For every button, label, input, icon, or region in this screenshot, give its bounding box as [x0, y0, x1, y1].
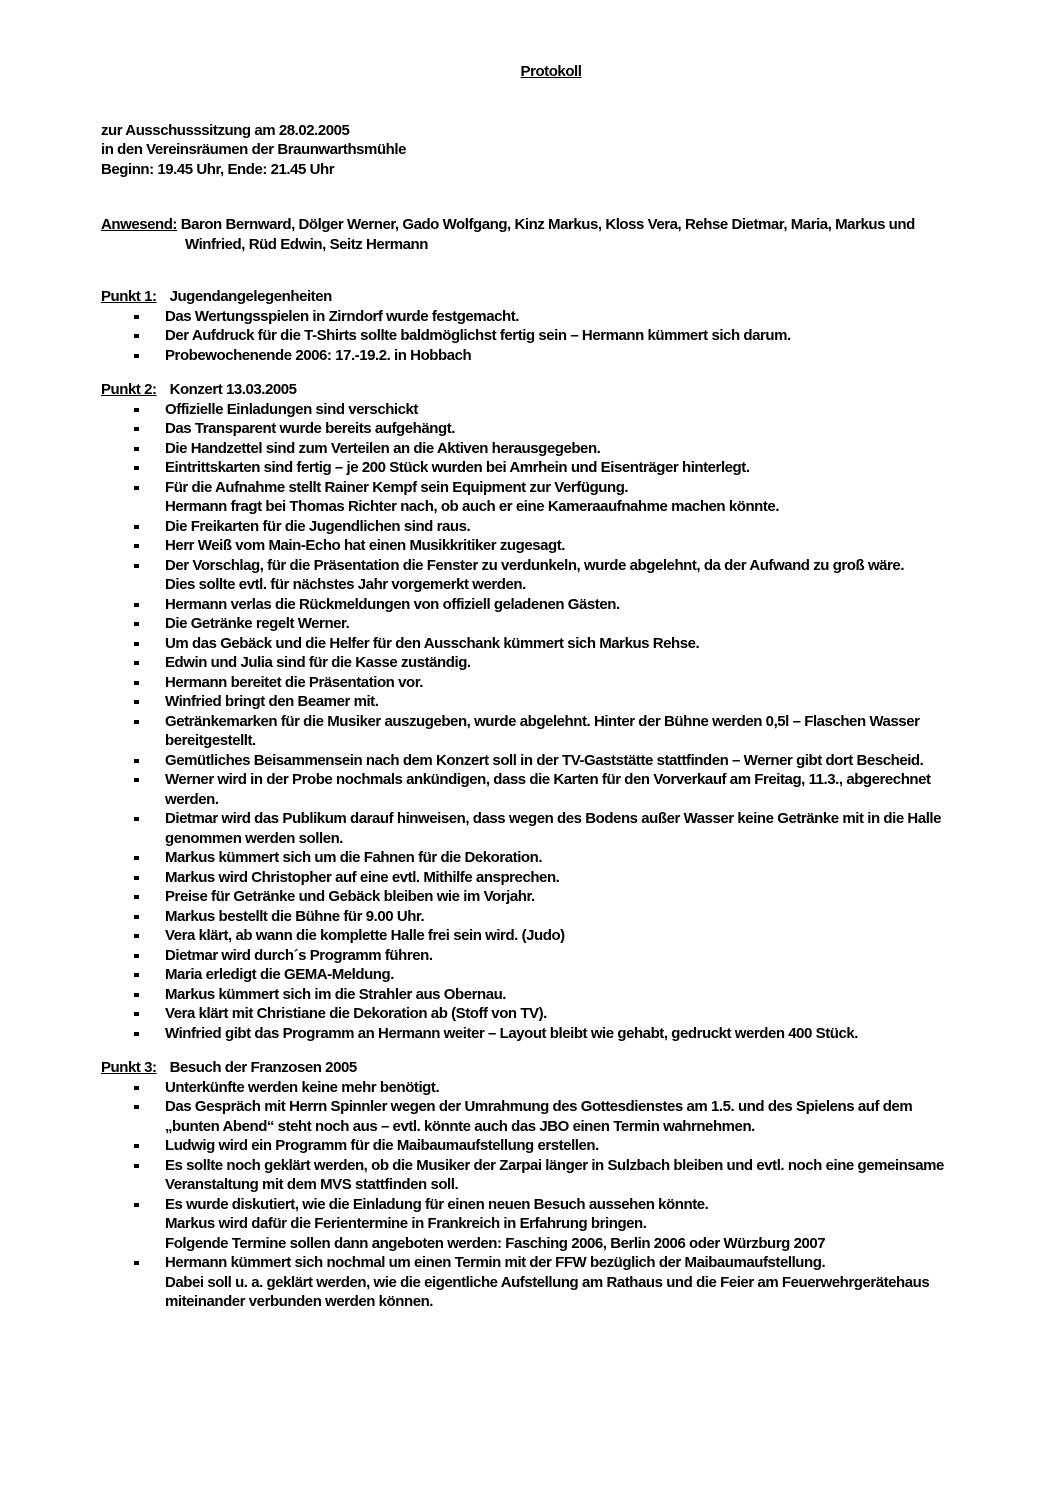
bullet-marker: [134, 915, 139, 919]
bullet-item: [101, 985, 1001, 1005]
bullet-item: [101, 307, 1001, 327]
bullet-marker: [134, 700, 139, 704]
section-label: Punkt 1:: [101, 288, 157, 305]
bullet-text: Es sollte noch geklärt werden, ob die Musiker der Zarpai länger in Sulzbach bleiben und evtl. noch eine gemeinsame: [165, 1156, 944, 1174]
attendees-label: Anwesend:: [101, 216, 177, 233]
bullet-text: Für die Aufnahme stellt Rainer Kempf sein Equipment zur Verfügung.: [165, 478, 629, 496]
bullet-item: [101, 712, 1001, 732]
bullet-text: Preise für Getränke und Gebäck bleiben wie im Vorjahr.: [165, 888, 535, 905]
intro-line: Beginn: 19.45 Uhr, Ende: 21.45 Uhr: [101, 160, 335, 178]
section-header: [101, 380, 1001, 400]
bullet-marker: [134, 895, 139, 899]
document-content: [101, 62, 1001, 1312]
bullet-marker: [134, 1012, 139, 1016]
section: [101, 1058, 1001, 1312]
bullet-marker: [134, 1105, 139, 1109]
bullet-text: Winfried gibt das Programm an Hermann weiter – Layout bleibt wie gehabt, gedruckt werden 400 Stück.: [165, 1024, 858, 1042]
bullet-marker: [134, 525, 139, 529]
section: [101, 287, 1001, 365]
bullet-text: Das Wertungsspielen in Zirndorf wurde festgemacht.: [165, 307, 519, 325]
bullet-item: [101, 556, 1001, 576]
bullet-text: Hermann kümmert sich nochmal um einen Termin mit der FFW bezüglich der Maibaumaufstellung.: [165, 1254, 826, 1271]
bullet-item-continuation: [101, 731, 1001, 751]
section-label: Punkt 3:: [101, 1059, 157, 1076]
bullet-text: Maria erledigt die GEMA-Meldung.: [165, 966, 394, 983]
bullet-text: Winfried bringt den Beamer mit.: [165, 693, 379, 710]
bullet-item: [101, 634, 1001, 654]
bullet-marker: [134, 447, 139, 451]
bullet-marker: [134, 973, 139, 977]
bullet-text: Edwin und Julia sind für die Kasse zuständig.: [165, 654, 471, 671]
bullet-item: [101, 326, 1001, 346]
bullet-marker: [134, 661, 139, 665]
sections: [101, 287, 1001, 1312]
bullet-marker: [134, 603, 139, 607]
bullet-text: Veranstaltung mit dem MVS stattfinden soll.: [165, 1176, 459, 1193]
bullet-marker: [134, 408, 139, 412]
bullet-text: Werner wird in der Probe nochmals ankündigen, dass die Karten für den Vorverkauf am Freitag, 11.3., abgerechnet: [165, 771, 931, 788]
bullet-marker: [134, 622, 139, 626]
bullet-text: Ludwig wird ein Programm für die Maibaumaufstellung erstellen.: [165, 1137, 599, 1154]
bullet-marker: [134, 934, 139, 938]
bullet-item: [101, 419, 1001, 439]
bullet-marker: [134, 642, 139, 646]
section-items: [101, 307, 1001, 366]
intro-block: [101, 121, 1001, 180]
bullet-text: Unterkünfte werden keine mehr benötigt.: [165, 1078, 440, 1096]
section-header: [101, 1058, 1001, 1078]
bullet-text: Markus wird dafür die Ferientermine in Frankreich in Erfahrung bringen.: [165, 1215, 647, 1232]
bullet-marker: [134, 1261, 139, 1265]
page-title: Protokoll: [520, 63, 582, 80]
bullet-text: Der Aufdruck für die T-Shirts sollte baldmöglichst fertig sein – Hermann kümmert sich darum.: [165, 327, 791, 344]
bullet-item: [101, 1097, 1001, 1117]
bullet-item: [101, 770, 1001, 790]
bullet-item-continuation: [101, 1175, 1001, 1195]
bullet-item-continuation: [101, 790, 1001, 810]
bullet-marker: [134, 1144, 139, 1148]
section-heading: Besuch der Franzosen 2005: [169, 1059, 357, 1076]
bullet-text: Herr Weiß vom Main-Echo hat einen Musikkritiker zugesagt.: [165, 537, 566, 554]
bullet-item-continuation: [101, 1273, 1001, 1293]
section-items: [101, 1078, 1001, 1312]
bullet-item: [101, 1004, 1001, 1024]
bullet-item-continuation: [101, 1234, 1001, 1254]
bullet-item: [101, 458, 1001, 478]
bullet-text: Die Freikarten für die Jugendlichen sind raus.: [165, 517, 471, 535]
bullet-item-continuation: [101, 829, 1001, 849]
bullet-item: [101, 809, 1001, 829]
bullet-item: [101, 439, 1001, 459]
bullet-text: Offizielle Einladungen sind verschickt: [165, 400, 418, 418]
bullet-item: [101, 1195, 1001, 1215]
bullet-text: Gemütliches Beisammensein nach dem Konzert soll in der TV-Gaststätte stattfinden – Werner gibt dort Bescheid.: [165, 751, 924, 769]
bullet-marker: [134, 486, 139, 490]
bullet-marker: [134, 564, 139, 568]
bullet-item: [101, 907, 1001, 927]
bullet-text: Es wurde diskutiert, wie die Einladung für einen neuen Besuch aussehen könnte.: [165, 1195, 709, 1213]
bullet-text: Dabei soll u. a. geklärt werden, wie die eigentliche Aufstellung am Rathaus und die Feier am Feuerwehrgerätehaus: [165, 1273, 930, 1291]
bullet-item: [101, 595, 1001, 615]
bullet-text: Markus bestellt die Bühne für 9.00 Uhr.: [165, 907, 425, 925]
bullet-item: [101, 692, 1001, 712]
bullet-marker: [134, 427, 139, 431]
bullet-text: Dietmar wird durch´s Programm führen.: [165, 946, 433, 964]
bullet-text: Um das Gebäck und die Helfer für den Ausschank kümmert sich Markus Rehse.: [165, 634, 700, 652]
bullet-text: Der Vorschlag, für die Präsentation die Fenster zu verdunkeln, wurde abgelehnt, da der Aufwand zu groß wäre.: [165, 556, 905, 574]
bullet-marker: [134, 354, 139, 358]
bullet-item-continuation: [101, 497, 1001, 517]
intro-line: zur Ausschusssitzung am 28.02.2005: [101, 121, 350, 139]
bullet-text: Folgende Termine sollen dann angeboten werden: Fasching 2006, Berlin 2006 oder Würzburg 2007: [165, 1234, 826, 1252]
bullet-text: Dietmar wird das Publikum darauf hinweisen, dass wegen des Bodens außer Wasser keine Getränke mit in die Halle: [165, 810, 942, 827]
bullet-marker: [134, 1086, 139, 1090]
bullet-text: Das Gespräch mit Herrn Spinnler wegen der Umrahmung des Gottesdienstes am 1.5. und des Spielens auf dem: [165, 1098, 913, 1115]
bullet-marker: [134, 1032, 139, 1036]
bullet-item: [101, 868, 1001, 888]
bullet-text: Markus wird Christopher auf eine evtl. Mithilfe ansprechen.: [165, 868, 560, 886]
bullet-text: Vera klärt, ab wann die komplette Halle frei sein wird. (Judo): [165, 927, 565, 944]
bullet-item: [101, 926, 1001, 946]
bullet-marker: [134, 720, 139, 724]
bullet-text: werden.: [165, 790, 219, 808]
bullet-item: [101, 614, 1001, 634]
bullet-marker: [134, 1203, 139, 1207]
bullet-item: [101, 1078, 1001, 1098]
bullet-marker: [134, 315, 139, 319]
bullet-marker: [134, 993, 139, 997]
bullet-item: [101, 1156, 1001, 1176]
bullet-text: genommen werden sollen.: [165, 829, 344, 847]
bullet-item: [101, 751, 1001, 771]
bullet-text: bereitgestellt.: [165, 732, 256, 749]
bullet-marker: [134, 817, 139, 821]
bullet-item: [101, 848, 1001, 868]
bullet-marker: [134, 1164, 139, 1168]
bullet-marker: [134, 876, 139, 880]
bullet-text: Markus kümmert sich um die Fahnen für die Dekoration.: [165, 849, 543, 866]
bullet-item-continuation: [101, 575, 1001, 595]
intro-line: in den Vereinsräumen der Braunwarthsmühle: [101, 141, 406, 158]
bullet-text: Dies sollte evtl. für nächstes Jahr vorgemerkt werden.: [165, 576, 526, 593]
bullet-item: [101, 965, 1001, 985]
bullet-item: [101, 887, 1001, 907]
section-heading: Jugendangelegenheiten: [169, 288, 332, 305]
bullet-text: „bunten Abend“ steht noch aus – evtl. könnte auch das JBO einen Termin wahrnehmen.: [165, 1117, 755, 1135]
bullet-marker: [134, 466, 139, 470]
attendees-line-continuation: Winfried, Rüd Edwin, Seitz Hermann: [185, 235, 428, 253]
attendees-block: [101, 215, 1001, 254]
bullet-marker: [134, 759, 139, 763]
bullet-item: [101, 1253, 1001, 1273]
bullet-text: Die Getränke regelt Werner.: [165, 615, 350, 632]
bullet-marker: [134, 856, 139, 860]
bullet-text: Hermann bereitet die Präsentation vor.: [165, 673, 423, 691]
bullet-marker: [134, 334, 139, 338]
bullet-item: [101, 946, 1001, 966]
bullet-item: [101, 517, 1001, 537]
bullet-text: Markus kümmert sich im die Strahler aus Obernau.: [165, 985, 507, 1003]
attendees-names: Baron Bernward, Dölger Werner, Gado Wolfgang, Kinz Markus, Kloss Vera, Rehse Dietmar, Maria, Markus und: [180, 216, 915, 233]
section-heading: Konzert 13.03.2005: [169, 381, 297, 398]
bullet-text: Getränkemarken für die Musiker auszugeben, wurde abgelehnt. Hinter der Bühne werden 0,5l – Flaschen Wasser: [165, 712, 920, 730]
bullet-marker: [134, 681, 139, 685]
bullet-item: [101, 1024, 1001, 1044]
bullet-text: Eintrittskarten sind fertig – je 200 Stück wurden bei Amrhein und Eisenträger hinterlegt.: [165, 459, 750, 476]
bullet-item-continuation: [101, 1214, 1001, 1234]
bullet-item: [101, 673, 1001, 693]
section: [101, 380, 1001, 1043]
bullet-item: [101, 478, 1001, 498]
bullet-item-continuation: [101, 1117, 1001, 1137]
bullet-marker: [134, 954, 139, 958]
bullet-text: Vera klärt mit Christiane die Dekoration ab (Stoff von TV).: [165, 1005, 547, 1022]
bullet-item: [101, 1136, 1001, 1156]
bullet-item: [101, 346, 1001, 366]
bullet-text: miteinander verbunden werden können.: [165, 1293, 434, 1310]
bullet-text: Probewochenende 2006: 17.-19.2. in Hobbach: [165, 346, 472, 364]
bullet-item: [101, 400, 1001, 420]
section-items: [101, 400, 1001, 1044]
bullet-item: [101, 653, 1001, 673]
bullet-text: Die Handzettel sind zum Verteilen an die Aktiven herausgegeben.: [165, 439, 601, 457]
bullet-item-continuation: [101, 1292, 1001, 1312]
section-label: Punkt 2:: [101, 381, 157, 398]
bullet-marker: [134, 778, 139, 782]
bullet-text: Hermann fragt bei Thomas Richter nach, ob auch er eine Kameraaufnahme machen könnte.: [165, 498, 780, 515]
section-header: [101, 287, 1001, 307]
bullet-marker: [134, 544, 139, 548]
bullet-text: Das Transparent wurde bereits aufgehängt.: [165, 420, 455, 437]
bullet-item: [101, 536, 1001, 556]
attendees-line: [101, 215, 1001, 235]
bullet-text: Hermann verlas die Rückmeldungen von offiziell geladenen Gästen.: [165, 595, 620, 613]
